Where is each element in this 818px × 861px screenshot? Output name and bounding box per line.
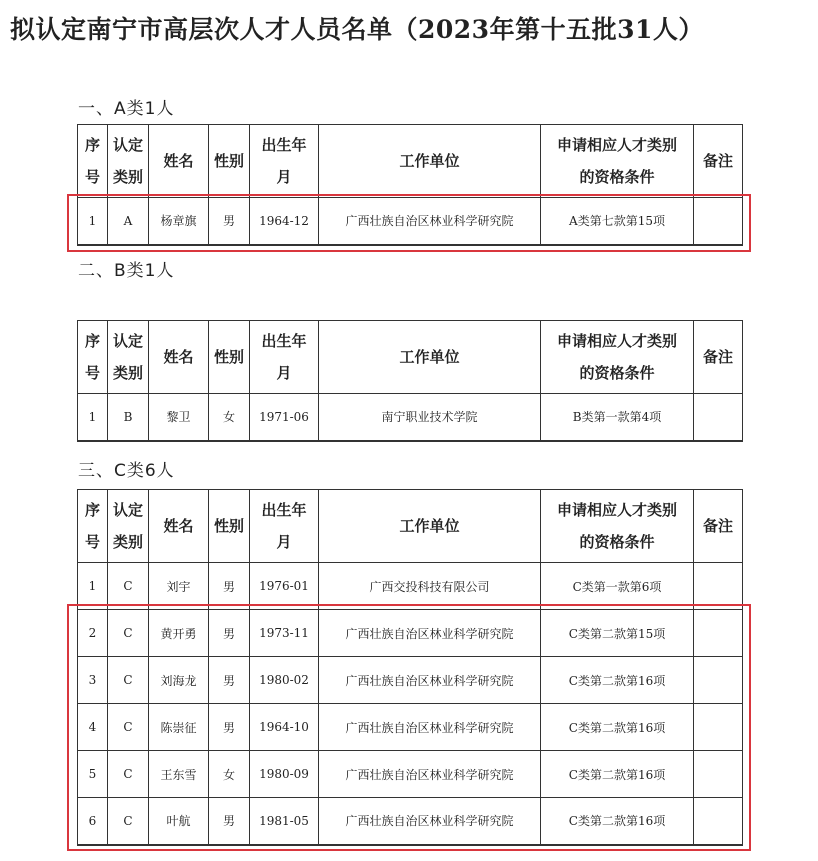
- cell-gender: 男: [209, 610, 250, 657]
- cell-unit: 南宁职业技术学院: [319, 394, 541, 441]
- cell-class: C: [108, 751, 149, 798]
- header-birth: 出生年 月: [250, 125, 319, 198]
- cell-remark: [694, 798, 743, 845]
- cell-condition: A类第七款第15项: [541, 198, 694, 245]
- cell-condition: C类第二款第16项: [541, 657, 694, 704]
- header-unit: 工作单位: [319, 125, 541, 198]
- cell-unit: 广西交投科技有限公司: [319, 563, 541, 610]
- header-birth: 出生年 月: [250, 321, 319, 394]
- table-c: [77, 489, 743, 846]
- cell-birth: 1976-01: [250, 563, 319, 610]
- cell-gender: 男: [209, 657, 250, 704]
- cell-seq: 1: [78, 198, 108, 245]
- cell-name: 刘海龙: [149, 657, 209, 704]
- cell-seq: 3: [78, 657, 108, 704]
- cell-class: C: [108, 798, 149, 845]
- cell-birth: 1981-05: [250, 798, 319, 845]
- header-class: 认定 类别: [108, 321, 149, 394]
- cell-remark: [694, 198, 743, 245]
- cell-seq: 6: [78, 798, 108, 845]
- cell-class: C: [108, 657, 149, 704]
- header-gender: 性别: [209, 125, 250, 198]
- cell-gender: 男: [209, 563, 250, 610]
- cell-birth: 1980-02: [250, 657, 319, 704]
- cell-gender: 男: [209, 704, 250, 751]
- cell-name: 陈崇征: [149, 704, 209, 751]
- page-title: 拟认定南宁市高层次人才人员名单（2023年第十五批31人）: [10, 15, 704, 44]
- header-row: [78, 321, 743, 394]
- header-row: [78, 490, 743, 563]
- cell-seq: 2: [78, 610, 108, 657]
- cell-name: 刘宇: [149, 563, 209, 610]
- header-name: 姓名: [149, 125, 209, 198]
- table-row: [78, 394, 743, 441]
- cell-birth: 1980-09: [250, 751, 319, 798]
- cell-birth: 1964-10: [250, 704, 319, 751]
- header-seq: 序 号: [78, 125, 108, 198]
- cell-condition: B类第一款第4项: [541, 394, 694, 441]
- cell-condition: C类第二款第16项: [541, 798, 694, 845]
- cell-condition: C类第一款第6项: [541, 563, 694, 610]
- header-class: 认定 类别: [108, 125, 149, 198]
- table-row: [78, 751, 743, 798]
- cell-remark: [694, 610, 743, 657]
- cell-seq: 1: [78, 563, 108, 610]
- cell-condition: C类第二款第16项: [541, 704, 694, 751]
- cell-remark: [694, 563, 743, 610]
- table-a: [77, 124, 743, 246]
- header-condition: 申请相应人才类别 的资格条件: [541, 125, 694, 198]
- cell-gender: 男: [209, 198, 250, 245]
- table-row: [78, 610, 743, 657]
- cell-class: C: [108, 610, 149, 657]
- table-b: [77, 320, 743, 442]
- table-row: [78, 563, 743, 610]
- header-condition: 申请相应人才类别 的资格条件: [541, 490, 694, 563]
- header-unit: 工作单位: [319, 490, 541, 563]
- section-heading-c: 三、C类6人: [78, 461, 175, 481]
- header-seq: 序 号: [78, 490, 108, 563]
- header-remark: 备注: [694, 125, 743, 198]
- cell-remark: [694, 704, 743, 751]
- cell-name: 杨章旗: [149, 198, 209, 245]
- section-heading-a: 一、A类1人: [78, 99, 175, 119]
- header-seq: 序 号: [78, 321, 108, 394]
- cell-seq: 4: [78, 704, 108, 751]
- cell-class: C: [108, 704, 149, 751]
- header-name: 姓名: [149, 321, 209, 394]
- header-birth: 出生年 月: [250, 490, 319, 563]
- cell-remark: [694, 394, 743, 441]
- header-remark: 备注: [694, 490, 743, 563]
- cell-remark: [694, 751, 743, 798]
- cell-unit: 广西壮族自治区林业科学研究院: [319, 798, 541, 845]
- cell-birth: 1971-06: [250, 394, 319, 441]
- header-row: [78, 125, 743, 198]
- cell-name: 黄开勇: [149, 610, 209, 657]
- table-row: [78, 704, 743, 751]
- header-unit: 工作单位: [319, 321, 541, 394]
- cell-unit: 广西壮族自治区林业科学研究院: [319, 704, 541, 751]
- cell-gender: 女: [209, 394, 250, 441]
- cell-birth: 1964-12: [250, 198, 319, 245]
- cell-class: A: [108, 198, 149, 245]
- header-remark: 备注: [694, 321, 743, 394]
- section-heading-b: 二、B类1人: [78, 261, 175, 281]
- cell-class: B: [108, 394, 149, 441]
- cell-gender: 男: [209, 798, 250, 845]
- table-row: [78, 657, 743, 704]
- table-row: [78, 198, 743, 245]
- cell-name: 黎卫: [149, 394, 209, 441]
- header-gender: 性别: [209, 490, 250, 563]
- cell-seq: 5: [78, 751, 108, 798]
- cell-name: 王东雪: [149, 751, 209, 798]
- header-class: 认定 类别: [108, 490, 149, 563]
- cell-birth: 1973-11: [250, 610, 319, 657]
- header-condition: 申请相应人才类别 的资格条件: [541, 321, 694, 394]
- cell-unit: 广西壮族自治区林业科学研究院: [319, 198, 541, 245]
- table-row: [78, 798, 743, 845]
- header-gender: 性别: [209, 321, 250, 394]
- cell-gender: 女: [209, 751, 250, 798]
- cell-seq: 1: [78, 394, 108, 441]
- cell-unit: 广西壮族自治区林业科学研究院: [319, 751, 541, 798]
- cell-remark: [694, 657, 743, 704]
- cell-name: 叶航: [149, 798, 209, 845]
- cell-condition: C类第二款第15项: [541, 610, 694, 657]
- cell-unit: 广西壮族自治区林业科学研究院: [319, 610, 541, 657]
- cell-class: C: [108, 563, 149, 610]
- cell-condition: C类第二款第16项: [541, 751, 694, 798]
- header-name: 姓名: [149, 490, 209, 563]
- cell-unit: 广西壮族自治区林业科学研究院: [319, 657, 541, 704]
